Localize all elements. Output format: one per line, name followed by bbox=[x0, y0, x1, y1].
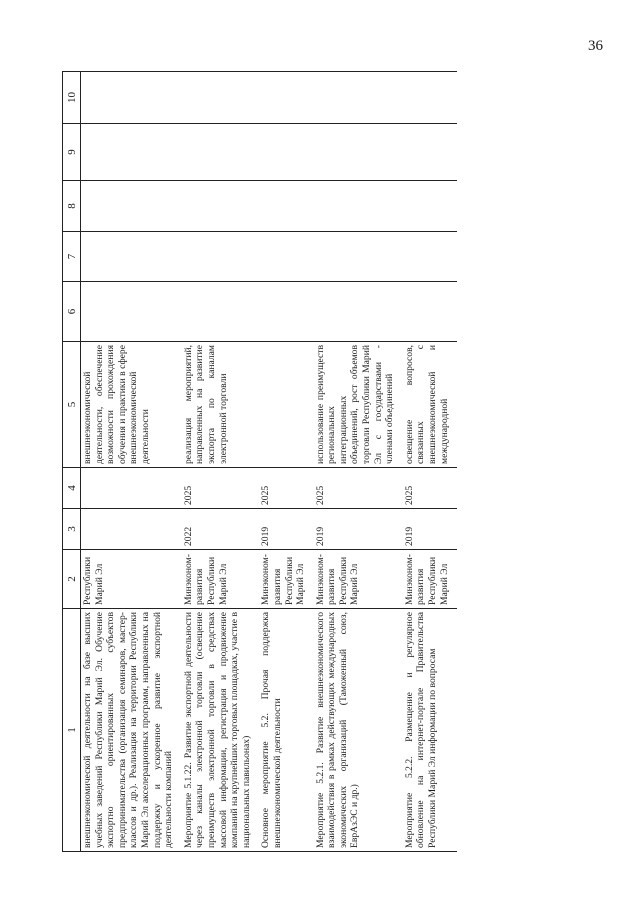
cell-col-9 bbox=[314, 124, 403, 181]
end-year: 2025 bbox=[259, 468, 313, 509]
header-col-9: 9 bbox=[63, 124, 81, 181]
start-year: 2022 bbox=[182, 509, 260, 550]
table-row bbox=[81, 72, 182, 852]
header-col-5: 5 bbox=[63, 342, 81, 468]
table-row bbox=[259, 72, 313, 852]
cell-col-9 bbox=[259, 124, 313, 181]
start-year: 2019 bbox=[403, 509, 457, 550]
executor: Минэконом-развития Республики Марий Эл bbox=[314, 550, 403, 609]
expected-result: использование преимуществ региональных интеграционных объединений, рост объемов торговли Республики Марий Эл с государствами - членами объединений bbox=[314, 342, 403, 468]
cell-col-10 bbox=[403, 72, 457, 124]
expected-result: реализация мероприятий, направленных на развитие экспорта по каналам электронной торговли bbox=[182, 342, 260, 468]
start-year bbox=[81, 509, 182, 550]
measures-table bbox=[62, 71, 457, 852]
start-year: 2019 bbox=[314, 509, 403, 550]
measure-name: Мероприятие 5.2.1. Развитие внешнеэкономического взаимодействия в рамках действующих международных экономических организаций (Таможенный союз, ЕврАзЭС и др.) bbox=[314, 609, 403, 852]
rotated-table-page bbox=[62, 72, 592, 852]
cell-col-7 bbox=[182, 232, 260, 282]
cell-col-10 bbox=[259, 72, 313, 124]
header-col-3: 3 bbox=[63, 509, 81, 550]
header-col-10: 10 bbox=[63, 72, 81, 124]
page-number: 36 bbox=[588, 38, 603, 54]
header-row bbox=[63, 72, 81, 852]
cell-col-10 bbox=[182, 72, 260, 124]
cell-col-10 bbox=[314, 72, 403, 124]
expected-result bbox=[259, 342, 313, 468]
table-row bbox=[403, 72, 457, 852]
header-col-1: 1 bbox=[63, 609, 81, 852]
cell-col-6 bbox=[314, 282, 403, 342]
cell-col-8 bbox=[403, 181, 457, 232]
end-year: 2025 bbox=[314, 468, 403, 509]
header-col-4: 4 bbox=[63, 468, 81, 509]
cell-col-6 bbox=[403, 282, 457, 342]
cell-col-8 bbox=[259, 181, 313, 232]
end-year: 2025 bbox=[182, 468, 260, 509]
header-col-6: 6 bbox=[63, 282, 81, 342]
executor: Минэконом-развития Республики Марий Эл bbox=[259, 550, 313, 609]
cell-col-7 bbox=[314, 232, 403, 282]
cell-col-7 bbox=[403, 232, 457, 282]
measure-name: Мероприятие 5.1.22. Развитие экспортной деятельности через каналы электронной торговли (освещение преимуществ электронной торговли в средствах массовой информации, регистрация и продвижение компаний на крупнейших торговых площадках, участие в национальных павильонах) bbox=[182, 609, 260, 852]
start-year: 2019 bbox=[259, 509, 313, 550]
expected-result: освещение вопросов, связанных с внешнеэкономической и международной bbox=[403, 342, 457, 468]
executor: Республики Марий Эл bbox=[81, 550, 182, 609]
measure-name: Мероприятие 5.2.2. Размещение и регулярное обновление на интернет-портале Правительства Республики Марий Эл информации по вопросам bbox=[403, 609, 457, 852]
cell-col-8 bbox=[81, 181, 182, 232]
table-row bbox=[314, 72, 403, 852]
cell-col-7 bbox=[81, 232, 182, 282]
expected-result: внешнеэкономической деятельности, обеспечение возможности прохождения обучения и практики в сфере внешнеэкономической деятельности bbox=[81, 342, 182, 468]
table-row bbox=[182, 72, 260, 852]
header-col-2: 2 bbox=[63, 550, 81, 609]
cell-col-9 bbox=[182, 124, 260, 181]
cell-col-6 bbox=[81, 282, 182, 342]
end-year: 2025 bbox=[403, 468, 457, 509]
cell-col-6 bbox=[259, 282, 313, 342]
cell-col-6 bbox=[182, 282, 260, 342]
cell-col-10 bbox=[81, 72, 182, 124]
measure-name: внешнеэкономической деятельности на базе высших учебных заведений Республики Марий Эл. Обучение экспортно ориентированных субъектов предпринимательства (организация семинаров, мастер-классов и др.). Реализация на территории Республики Марий Эл акселерационных программ, направленных на поддержку и ускоренное развитие экспортной деятельности компаний bbox=[81, 609, 182, 852]
executor: Минэконом-развития Республики Марий Эл bbox=[403, 550, 457, 609]
executor: Минэконом-развития Республики Марий Эл bbox=[182, 550, 260, 609]
cell-col-9 bbox=[403, 124, 457, 181]
cell-col-8 bbox=[182, 181, 260, 232]
end-year bbox=[81, 468, 182, 509]
measure-name: Основное мероприятие 5.2. Прочая поддержка внешнеэкономической деятельности bbox=[259, 609, 313, 852]
cell-col-9 bbox=[81, 124, 182, 181]
header-col-7: 7 bbox=[63, 232, 81, 282]
header-col-8: 8 bbox=[63, 181, 81, 232]
cell-col-8 bbox=[314, 181, 403, 232]
cell-col-7 bbox=[259, 232, 313, 282]
